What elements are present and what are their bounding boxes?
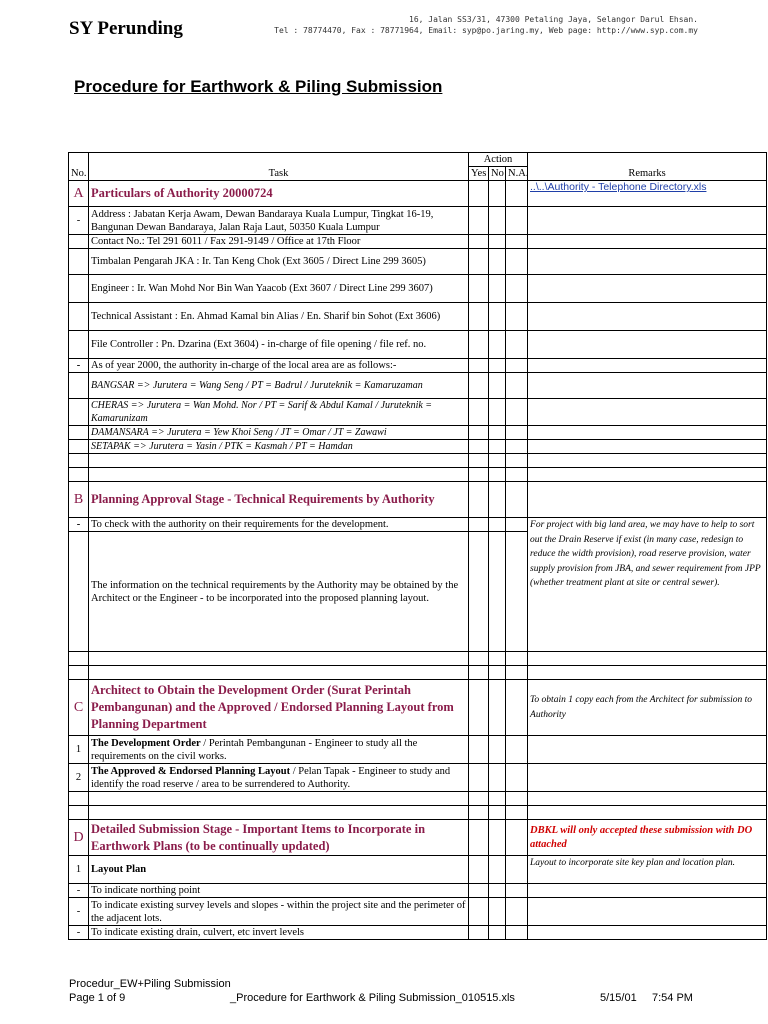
file-controller-text: File Controller : Pn. Dzarina (Ext 3604) - in-charge of file opening / file ref. no. — [89, 331, 469, 359]
document-title: Procedure for Earthwork & Piling Submission — [74, 77, 443, 96]
footer-page-number: Page 1 of 9 — [69, 992, 126, 1004]
row-dash: - — [69, 926, 89, 940]
section-d-no: D — [69, 820, 89, 856]
header-task: Task — [89, 153, 469, 181]
item-number: 1 — [69, 856, 89, 884]
section-c-title: Architect to Obtain the Development Order (Surat Perintah Pembangunan) and the Approved / Endorsed Planning Layout from Planning Department — [89, 680, 469, 736]
header-yes: Yes — [469, 167, 489, 181]
section-a-no: A — [69, 181, 89, 207]
company-address — [274, 14, 698, 36]
drain-culvert-text: To indicate existing drain, culvert, etc invert levels — [89, 926, 469, 940]
footer-file-name: _Procedure for Earthwork & Piling Submission_010515.xls — [230, 992, 515, 1004]
check-no[interactable] — [489, 181, 506, 207]
header-na: N.A. — [506, 167, 528, 181]
company-name: SY Perunding — [69, 18, 183, 39]
section-b-title: Planning Approval Stage - Technical Requirements by Authority — [89, 482, 469, 518]
area-cheras: CHERAS => Jurutera = Wan Mohd. Nor / PT = Sarif & Abdul Kamal / Juruteknik = Kamarunizam — [89, 399, 469, 426]
footer-date: 5/15/01 — [600, 992, 637, 1004]
row-dash: - — [69, 884, 89, 898]
contact-text: Contact No.: Tel 291 6011 / Fax 291-9149 / Office at 17th Floor — [89, 235, 469, 249]
item-number: 2 — [69, 764, 89, 792]
address-line-1: 16, Jalan SS3/31, 47300 Petaling Jaya, Selangor Darul Ehsan. — [409, 15, 698, 24]
footer-sheet-name: Procedur_EW+Piling Submission — [69, 978, 231, 990]
layout-plan-item: Layout Plan — [89, 856, 469, 884]
procedure-table — [68, 152, 767, 940]
row-dash: - — [69, 207, 89, 235]
row-dash: - — [69, 518, 89, 532]
check-yes[interactable] — [469, 181, 489, 207]
development-order-item: The Development Order / Perintah Pembangunan - Engineer to study all the requirements on the civil works. — [89, 736, 469, 764]
section-d-remark: DBKL will only accepted these submission with DO attached — [528, 820, 767, 856]
technical-info-text: The information on the technical requirements by the Authority may be obtained by the Architect or the Engineer - to be incorporated into the proposed planning layout. — [89, 532, 469, 652]
authority-directory-link[interactable]: ..\..\Authority - Telephone Directory.xls — [528, 181, 767, 207]
area-bangsar: BANGSAR => Jurutera = Wang Seng / PT = Badrul / Juruteknik = Kamaruzaman — [89, 373, 469, 399]
row-dash: - — [69, 898, 89, 926]
check-authority-text: To check with the authority on their requirements for the development. — [89, 518, 469, 532]
section-b-no: B — [69, 482, 89, 518]
area-setapak: SETAPAK => Jurutera = Yasin / PTK = Kasmah / PT = Hamdan — [89, 440, 469, 454]
address-text: Address : Jabatan Kerja Awam, Dewan Bandaraya Kuala Lumpur, Tingkat 16-19, Bangunan Dewan Bandaraya, Jalan Raja Laut, 50350 Kuala Lumpur — [89, 207, 469, 235]
planning-layout-item: The Approved & Endorsed Planning Layout / Pelan Tapak - Engineer to study and identify the road reserve / area to be surrendered to Authority. — [89, 764, 469, 792]
footer-time: 7:54 PM — [652, 992, 693, 1004]
section-c-no: C — [69, 680, 89, 736]
header-no-col: No — [489, 167, 506, 181]
header-remarks: Remarks — [528, 153, 767, 181]
check-na[interactable] — [506, 181, 528, 207]
row-dash: - — [69, 359, 89, 373]
survey-levels-text: To indicate existing survey levels and slopes - within the project site and the perimeter of the adjacent lots. — [89, 898, 469, 926]
area-damansara: DAMANSARA => Jurutera = Yew Khoi Seng / JT = Omar / JT = Zawawi — [89, 426, 469, 440]
section-b-remark: For project with big land area, we may have to help to sort out the Drain Reserve if exist (in many case, redesign to reduce the width provision), road reserve provision, water supply provision from JBA, and sewer requirement from JPP (whether treatment plant at site or central sewer). — [528, 518, 767, 652]
section-c-remark: To obtain 1 copy each from the Architect for submission to Authority — [528, 680, 767, 736]
section-a-title: Particulars of Authority 20000724 — [89, 181, 469, 207]
address-line-2: Tel : 78774470, Fax : 78771964, Email: syp@po.jaring.my, Web page: http://www.syp.com.my — [274, 26, 698, 35]
header-action: Action — [469, 153, 528, 167]
timbalan-text: Timbalan Pengarah JKA : Ir. Tan Keng Chok (Ext 3605 / Direct Line 299 3605) — [89, 249, 469, 275]
layout-plan-remark: Layout to incorporate site key plan and location plan. — [528, 856, 767, 884]
engineer-text: Engineer : Ir. Wan Mohd Nor Bin Wan Yaacob (Ext 3607 / Direct Line 299 3607) — [89, 275, 469, 303]
item-number: 1 — [69, 736, 89, 764]
section-d-title: Detailed Submission Stage - Important Items to Incorporate in Earthwork Plans (to be continually updated) — [89, 820, 469, 856]
year-note-text: As of year 2000, the authority in-charge of the local area are as follows:- — [89, 359, 469, 373]
technical-assistant-text: Technical Assistant : En. Ahmad Kamal bin Alias / En. Sharif bin Sohot (Ext 3606) — [89, 303, 469, 331]
header-no: No. — [69, 153, 89, 181]
northing-point-text: To indicate northing point — [89, 884, 469, 898]
